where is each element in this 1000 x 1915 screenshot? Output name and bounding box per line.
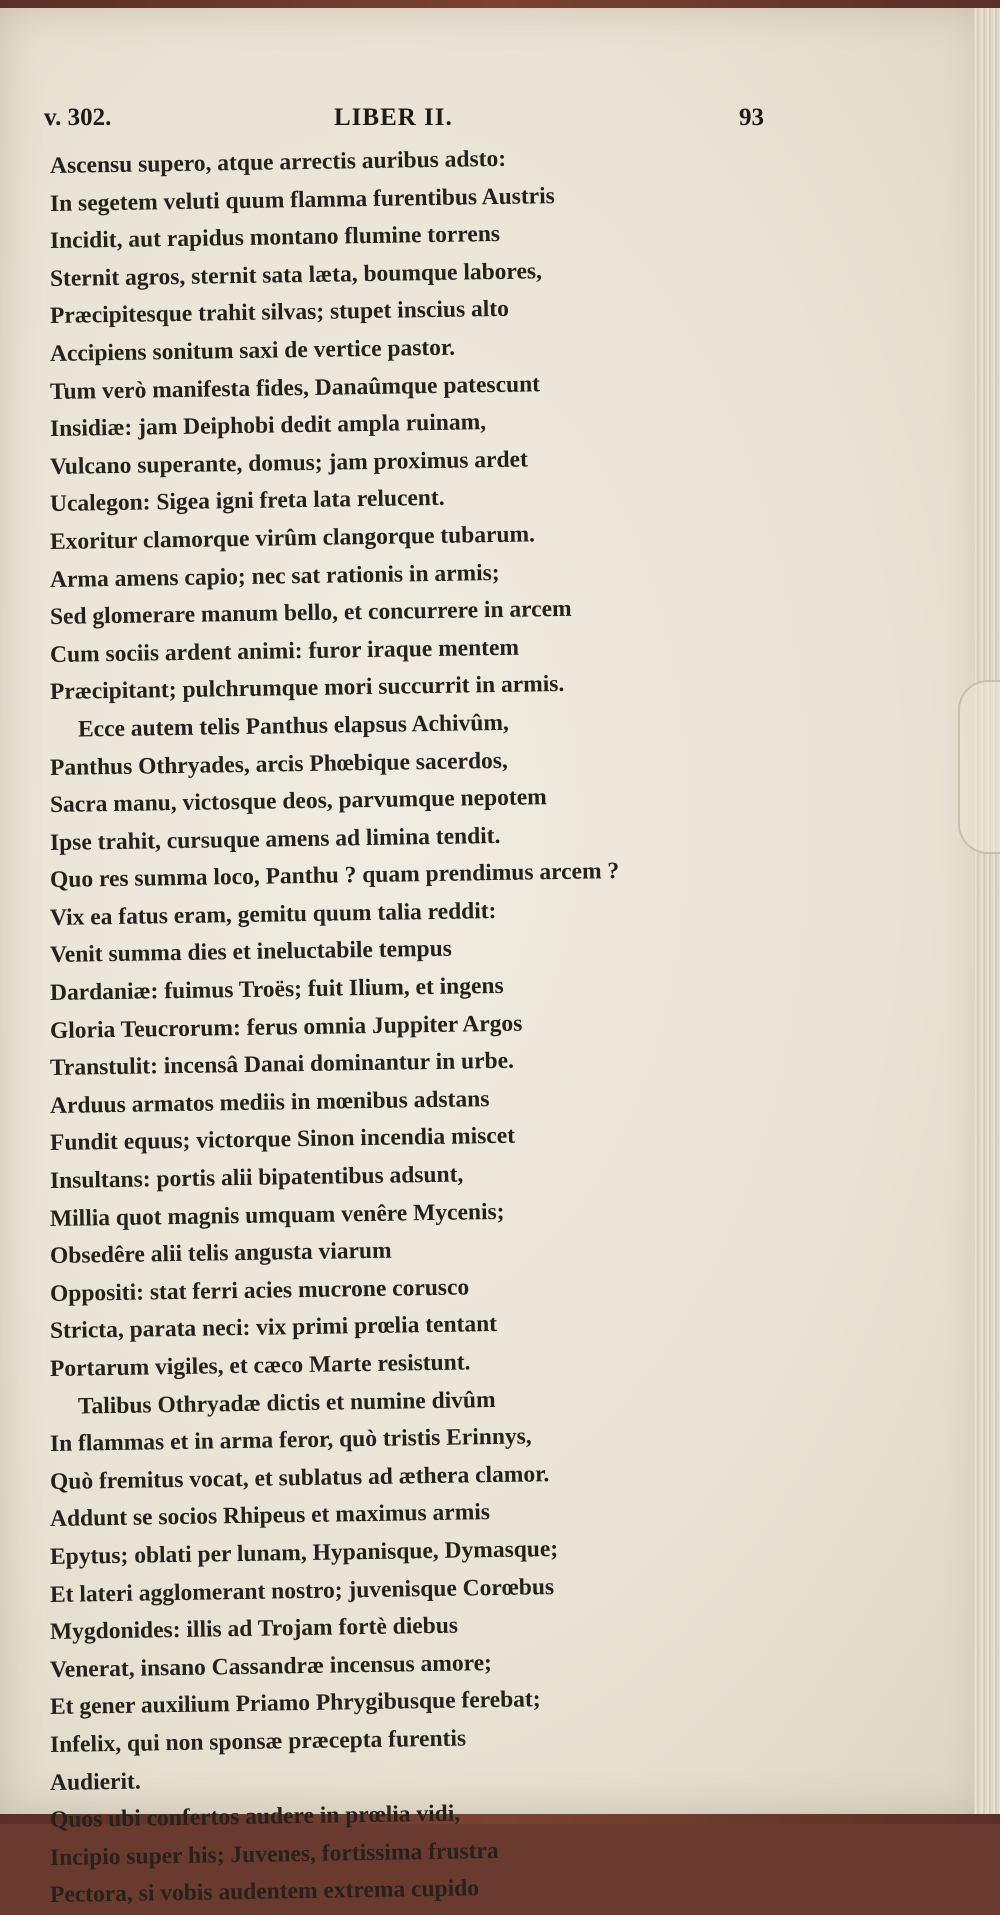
verse-line: Stricta, parata neci: vix primi prœlia tentant <box>49 1311 498 1345</box>
verse-line: Exoritur clamorque virûm clangorque tubarum. <box>49 521 536 555</box>
verse-line: Sternit agros, sternit sata læta, boumque labores, <box>49 258 543 292</box>
verse-reference: v. 302. <box>44 104 112 131</box>
verse-line: Præcipitant; pulchrumque mori succurrit in armis. <box>49 671 565 706</box>
verse-line: Transtulit: incensâ Danai dominantur in urbe. <box>49 1047 515 1082</box>
verse-line: Et gener auxilium Priamo Phrygibusque ferebat; <box>49 1686 541 1721</box>
verse-line: Arduus armatos mediis in mœnibus adstans <box>49 1085 490 1119</box>
verse-line: Ecce autem telis Panthus elapsus Achivûm, <box>77 709 509 743</box>
verse-line: Accipiens sonitum saxi de vertice pastor. <box>49 334 456 367</box>
verse-line: Venit summa dies et ineluctabile tempus <box>49 936 453 969</box>
verse-text-block <box>49 145 780 1915</box>
verse-line: In segetem veluti quum flamma furentibus Austris <box>49 182 555 217</box>
verse-line: Ucalegon: Sigea igni freta lata relucent. <box>49 485 445 518</box>
running-title: LIBER II. <box>334 104 453 131</box>
verse-line: Et lateri agglomerant nostro; juvenisque Corœbus <box>49 1573 555 1608</box>
verse-line: Cum sociis ardent animi: furor iraque mentem <box>49 634 520 668</box>
book-page <box>0 8 985 1909</box>
verse-line: Ipse trahit, cursuque amens ad limina tendit. <box>49 822 501 856</box>
verse-line: Audierit. <box>49 1768 141 1796</box>
verse-line: Epytus; oblati per lunam, Hypanisque, Dymasque; <box>49 1535 559 1570</box>
verse-line: Dardaniæ: fuimus Troës; fuit Ilium, et ingens <box>49 972 504 1007</box>
verse-line: Incipio super his; Juvenes, fortissima frustra <box>49 1837 499 1871</box>
page-number: 93 <box>739 104 764 131</box>
verse-line: Portarum vigiles, et cæco Marte resistunt. <box>49 1349 471 1382</box>
verse-line: Pectora, si vobis audentem extrema cupido <box>49 1875 480 1909</box>
verse-line: Ascensu supero, atque arrectis auribus adsto: <box>49 145 507 179</box>
verse-line: Obsedêre alii telis angusta viarum <box>49 1237 392 1270</box>
verse-line: Quos ubi confertos audere in prœlia vidi, <box>49 1800 461 1834</box>
page-edge <box>974 8 1000 1814</box>
verse-line: Panthus Othryades, arcis Phœbique sacerdos, <box>49 747 509 781</box>
thumb-tab <box>958 680 1000 854</box>
verse-line: Sed glomerare manum bello, et concurrere in arcem <box>49 595 572 631</box>
verse-line: In flammas et in arma feror, quò tristis Erinnys, <box>49 1423 532 1458</box>
verse-line: Arma amens capio; nec sat rationis in armis; <box>49 559 500 593</box>
verse-line: Gloria Teucrorum: ferus omnia Juppiter Argos <box>49 1010 523 1044</box>
verse-line: Infelix, qui non sponsæ præcepta furentis <box>49 1725 467 1758</box>
verse-line: Fundit equus; victorque Sinon incendia miscet <box>49 1123 516 1157</box>
verse-line: Tum verò manifesta fides, Danaûmque patescunt <box>49 370 541 405</box>
verse-line: Incidit, aut rapidus montano flumine torrens <box>49 221 501 255</box>
verse-line: Quò fremitus vocat, et sublatus ad æthera clamor. <box>49 1460 550 1495</box>
verse-line: Præcipitesque trahit silvas; stupet inscius alto <box>49 296 510 330</box>
verse-line: Quo res summa loco, Panthu ? quam prendimus arcem ? <box>49 858 620 894</box>
verse-line: Venerat, insano Cassandræ incensus amore; <box>49 1649 493 1683</box>
verse-line: Insultans: portis alii bipatentibus adsunt, <box>49 1161 464 1195</box>
verse-line: Talibus Othryadæ dictis et numine divûm <box>77 1386 496 1420</box>
verse-line: Sacra manu, victosque deos, parvumque nepotem <box>49 784 547 819</box>
verse-line: Insidiæ: jam Deiphobi dedit ampla ruinam, <box>49 409 487 443</box>
verse-line: Addunt se socios Rhipeus et maximus armis <box>49 1499 491 1533</box>
verse-line: Vulcano superante, domus; jam proximus ardet <box>49 446 529 480</box>
verse-line: Oppositi: stat ferri acies mucrone corusco <box>49 1274 470 1307</box>
verse-line: Millia quot magnis umquam venêre Mycenis; <box>49 1198 505 1232</box>
verse-line: Vix ea fatus eram, gemitu quum talia reddit: <box>49 897 497 931</box>
verse-line: Mygdonides: illis ad Trojam fortè diebus <box>49 1612 459 1646</box>
